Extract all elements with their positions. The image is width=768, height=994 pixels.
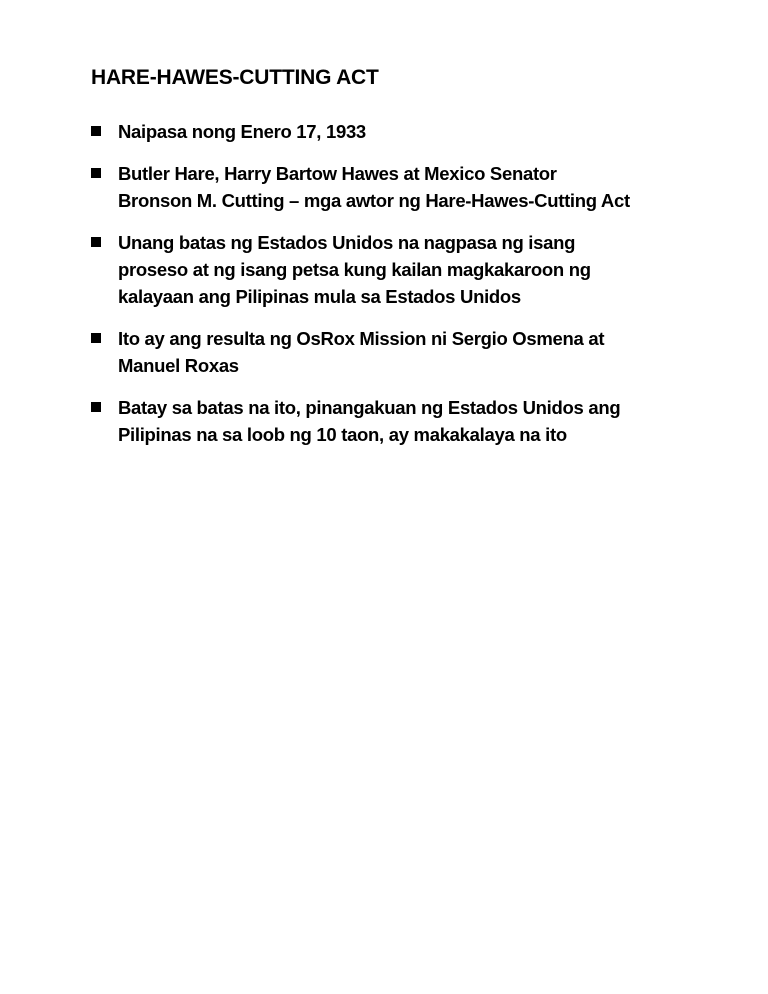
bullet-text-line: Unang batas ng Estados Unidos na nagpasa ng isang bbox=[118, 232, 576, 253]
square-bullet-icon bbox=[91, 333, 101, 343]
bullet-item bbox=[91, 394, 711, 448]
bullet-text-line: Batay sa batas na ito, pinangakuan ng Estados Unidos ang bbox=[118, 397, 621, 418]
bullet-text-line: Ito ay ang resulta ng OsRox Mission ni Sergio Osmena at bbox=[118, 328, 605, 349]
bullet-text-line: Naipasa nong Enero 17, 1933 bbox=[118, 121, 366, 142]
square-bullet-icon bbox=[91, 402, 101, 412]
bullet-item bbox=[91, 325, 711, 379]
square-bullet-icon bbox=[91, 237, 101, 247]
bullet-text-line: Pilipinas na sa loob ng 10 taon, ay makakalaya na ito bbox=[118, 424, 567, 445]
bullet-item bbox=[91, 229, 711, 310]
square-bullet-icon bbox=[91, 126, 101, 136]
bullet-text-line: kalayaan ang Pilipinas mula sa Estados Unidos bbox=[118, 286, 521, 307]
document-title: HARE-HAWES-CUTTING ACT bbox=[91, 66, 379, 89]
square-bullet-icon bbox=[91, 168, 101, 178]
bullet-item bbox=[91, 160, 711, 214]
bullet-text-line: Manuel Roxas bbox=[118, 355, 239, 376]
bullet-text-line: Butler Hare, Harry Bartow Hawes at Mexico Senator bbox=[118, 163, 557, 184]
bullet-item bbox=[91, 118, 711, 145]
bullet-text-line: proseso at ng isang petsa kung kailan magkakaroon ng bbox=[118, 259, 591, 280]
bullet-text-line: Bronson M. Cutting – mga awtor ng Hare-Hawes-Cutting Act bbox=[118, 190, 630, 211]
bullet-list bbox=[91, 118, 711, 463]
